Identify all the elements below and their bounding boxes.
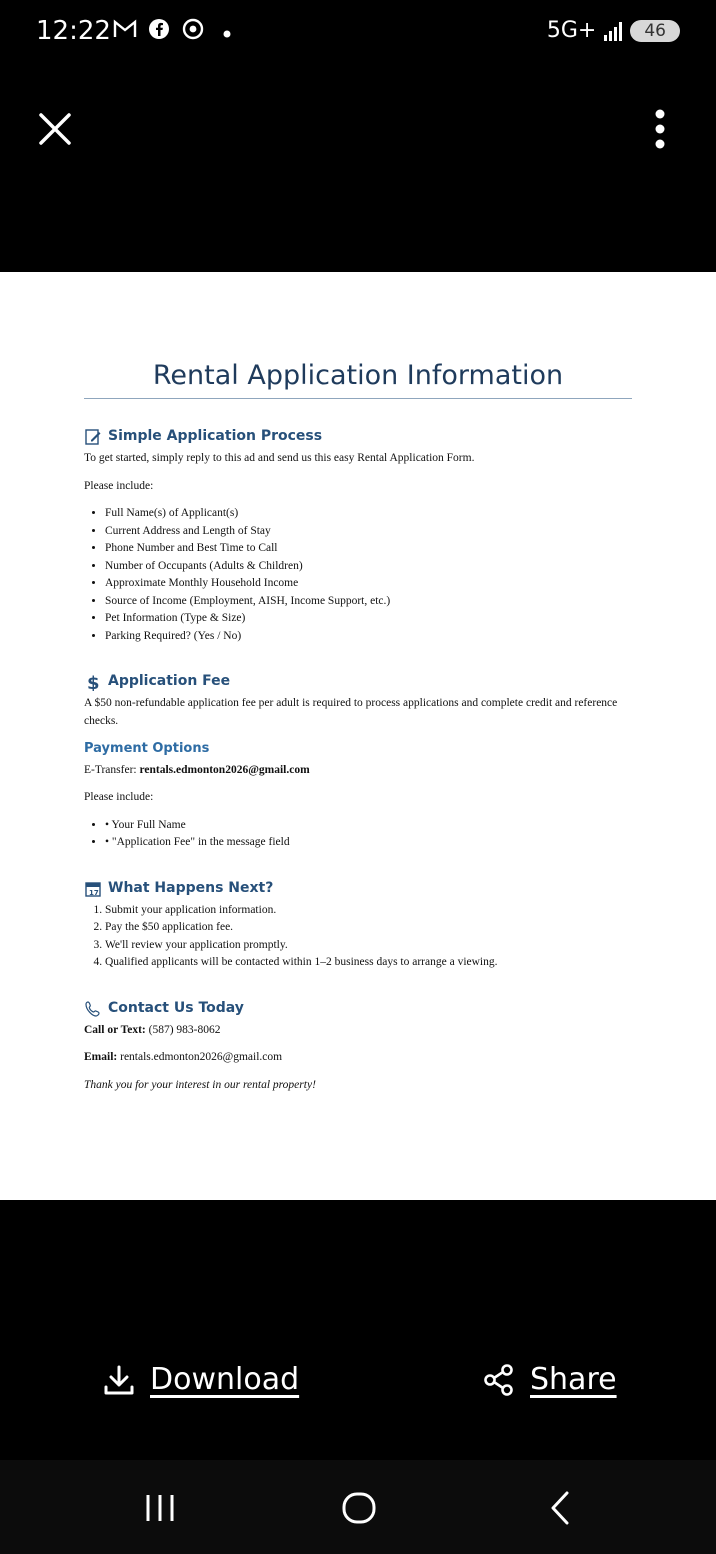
contact-email: rentals.edmonton2026@gmail.com <box>117 1051 283 1063</box>
close-button[interactable] <box>32 106 78 152</box>
etransfer-line <box>84 762 632 780</box>
list-item: 3. We'll review your application promptly. <box>105 937 632 955</box>
share-label: Share <box>530 1362 617 1397</box>
share-button[interactable] <box>482 1362 617 1397</box>
home-button[interactable] <box>339 1488 379 1528</box>
list-item: • Full Name(s) of Applicant(s) <box>105 505 632 523</box>
more-options-button[interactable] <box>640 106 680 152</box>
back-button[interactable] <box>540 1488 580 1528</box>
section-heading-text: What Happens Next? <box>108 879 274 896</box>
list-item: • Current Address and Length of Stay <box>105 523 632 541</box>
section-heading-text: Application Fee <box>108 673 231 690</box>
document-body <box>84 428 632 1104</box>
dollar-icon <box>84 673 102 691</box>
notification-icons <box>112 18 240 46</box>
recents-button[interactable] <box>140 1488 180 1528</box>
email-line <box>84 1049 632 1067</box>
document-page <box>0 272 716 1200</box>
facebook-icon <box>146 18 172 46</box>
thank-you-note: Thank you for your interest in our rental property! <box>84 1078 316 1091</box>
list-item: 4. Qualified applicants will be contacted within 1–2 business days to arrange a viewing. <box>105 954 632 972</box>
next-steps-list <box>84 902 632 972</box>
list-item: • Source of Income (Employment, AISH, Income Support, etc.) <box>105 593 632 611</box>
section-heading-application-fee <box>84 673 632 691</box>
recents-icon <box>140 1488 180 1528</box>
section-heading-text: Simple Application Process <box>108 428 323 445</box>
list-item: 1. Submit your application information. <box>105 902 632 920</box>
etransfer-email: rentals.edmonton2026@gmail.com <box>139 763 310 776</box>
document-title: Rental Application Information <box>152 360 564 391</box>
application-intro: To get started, simply reply to this ad and send us this easy Rental Application Form. <box>84 452 475 464</box>
close-icon <box>32 106 78 152</box>
section-heading-contact <box>84 1000 632 1018</box>
memo-icon <box>84 428 102 446</box>
share-icon <box>482 1363 516 1397</box>
status-bar <box>0 0 716 68</box>
viewer-toolbar <box>0 68 716 188</box>
phone-number: (587) 983-8062 <box>145 1023 221 1036</box>
call-label: Call or Text: <box>84 1023 146 1036</box>
section-heading-application-process <box>84 428 632 446</box>
dot-icon <box>214 20 240 45</box>
svg-text:17: 17 <box>89 888 99 897</box>
title-divider <box>84 398 632 399</box>
signal-icon <box>604 21 622 41</box>
application-fee-text: A $50 non-refundable application fee per adult is required to process applications and complete credit and reference checks. <box>84 697 618 727</box>
payment-include-list <box>84 817 632 852</box>
status-time: 12:22 <box>36 16 111 46</box>
svg-text:$: $ <box>87 673 100 691</box>
system-nav-bar <box>0 1460 716 1554</box>
back-icon <box>540 1488 580 1528</box>
list-item: 2. Pay the $50 application fee. <box>105 919 632 937</box>
section-heading-text: Contact Us Today <box>108 999 244 1016</box>
calendar-icon <box>84 880 102 898</box>
please-include-label: Please include: <box>84 791 154 803</box>
download-label: Download <box>150 1362 300 1397</box>
section-heading-what-happens-next <box>84 880 632 898</box>
battery-indicator: 46 <box>630 20 680 42</box>
email-label: Email: <box>84 1051 118 1063</box>
list-item: • Parking Required? (Yes / No) <box>105 628 632 646</box>
home-icon <box>339 1488 379 1528</box>
list-item: • Approximate Monthly Household Income <box>105 575 632 593</box>
payment-options-heading: Payment Options <box>84 741 210 756</box>
list-item: • • "Application Fee" in the message field <box>105 834 632 852</box>
phone-line <box>84 1022 632 1040</box>
action-bar <box>0 1350 716 1420</box>
chrome-icon <box>180 18 206 46</box>
download-icon <box>102 1363 136 1397</box>
download-button[interactable] <box>102 1362 299 1397</box>
gmail-icon <box>112 19 138 45</box>
list-item: • • Your Full Name <box>105 817 632 835</box>
etransfer-label: E-Transfer: <box>84 763 140 776</box>
network-type: 5G+ <box>546 18 597 43</box>
list-item: • Phone Number and Best Time to Call <box>105 540 632 558</box>
list-item: • Pet Information (Type & Size) <box>105 610 632 628</box>
more-vert-icon <box>640 106 680 152</box>
application-requirements-list <box>84 505 632 645</box>
please-include-label: Please include: <box>84 479 154 492</box>
phone-icon <box>84 1000 102 1018</box>
status-right <box>547 18 680 43</box>
list-item: • Number of Occupants (Adults & Children) <box>105 558 632 576</box>
